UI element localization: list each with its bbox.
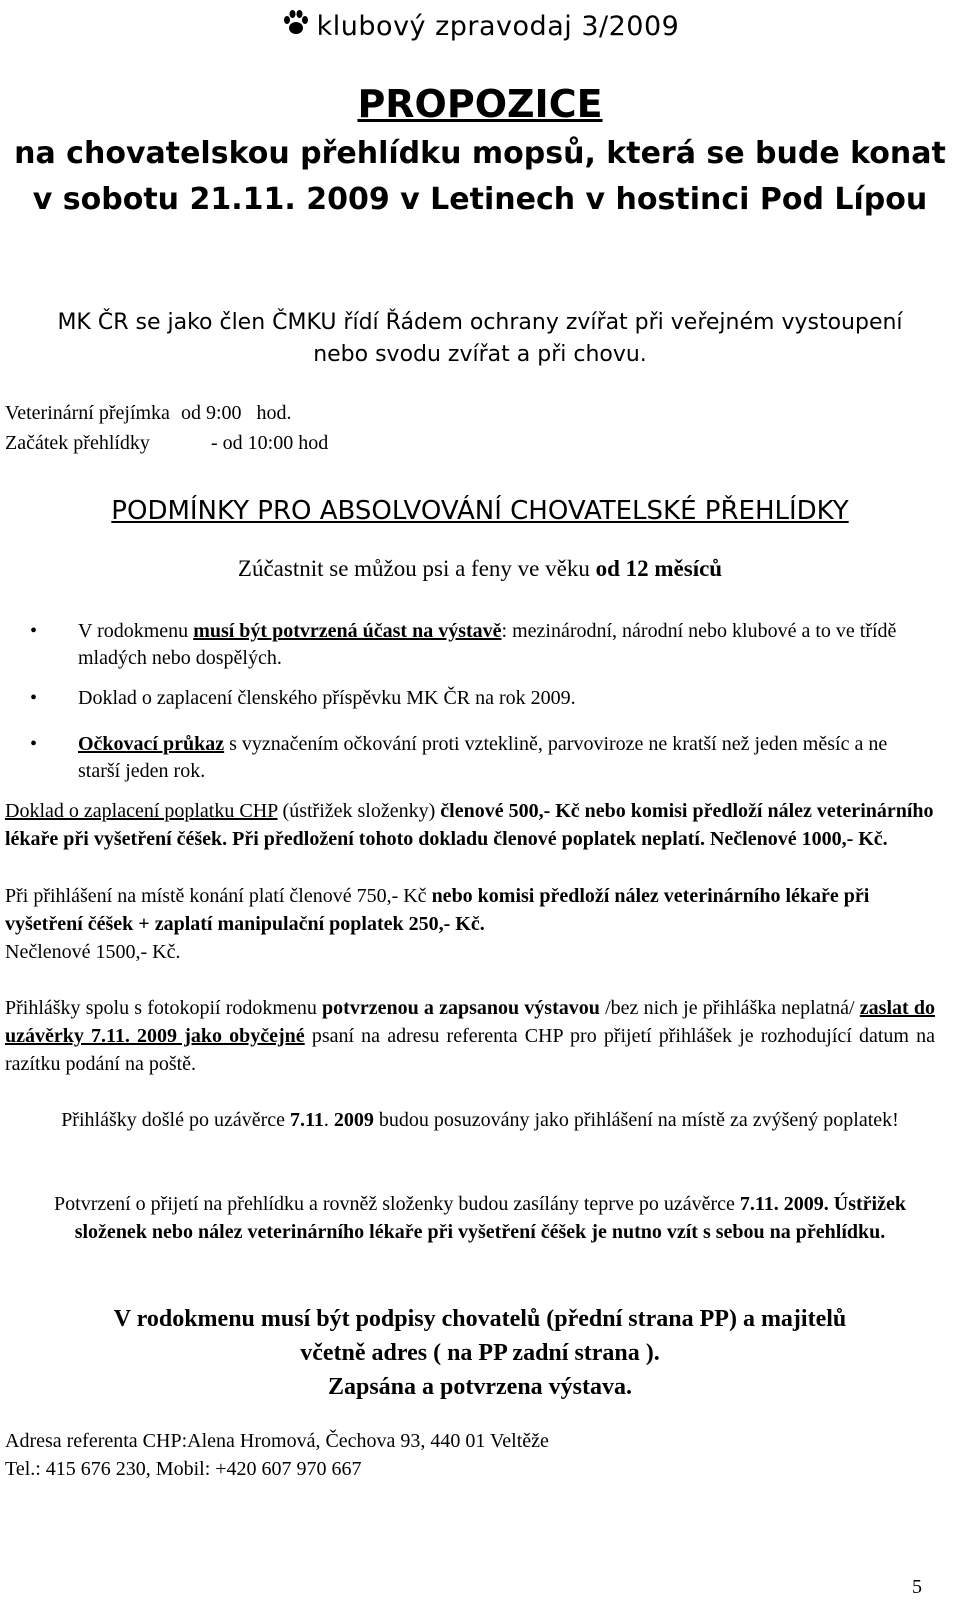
vet-check-row [5,402,292,425]
registration-paragraph: Přihlášky spolu s fotokopií rodokmenu potvrzenou a zapsanou výstavou /bez nich je přihláška neplatná/ zaslat do uzávěrky 7.11. 2009 jako obyčejné psaní na adresu referenta CHP pro přijetí přihlášek je rozhodující datum na razítku podání na poště. [5,997,936,1075]
newsletter-header [0,8,960,42]
late-applications-note: Přihlášky došlé po uzávěrce 7.11. 2009 budou posuzovány jako přihlášení na místě za zvýšený poplatek! [61,1109,899,1131]
pedigree-note-line-2: včetně adres ( na PP zadní strana ). [300,1340,660,1366]
contact-address: Adresa referenta CHP:Alena Hromová, Čechova 93, 440 01 Veltěže [5,1430,549,1452]
conditions-heading: PODMÍNKY PRO ABSOLVOVÁNÍ CHOVATELSKÉ PŘEHLÍDKY [111,496,849,526]
bullet-marker: • [30,620,38,642]
page-number: 5 [912,1576,922,1598]
pedigree-note-line-3: Zapsána a potvrzena výstava. [327,1374,633,1400]
fees-paragraph-1: Doklad o zaplacení poplatku CHP (ústřižek složenky) členové 500,- Kč nebo komisi předloží nález veterinárního lékaře při vyšetření čéšek. Při předložení tohoto dokladu členové poplatek neplatí. Nečlenové 1000,- Kč. [5,800,934,850]
intro-line-2: nebo svodu zvířat a při chovu. [313,342,647,367]
subtitle-line-2: v sobotu 21.11. 2009 v Letinech v hostinci Pod Lípou [32,182,928,217]
bullet-marker: • [30,687,38,709]
age-condition-text: Zúčastnit se můžou psi a feny ve věku [237,556,596,581]
intro-line-1: MK ČR se jako člen ČMKU řídí Řádem ochrany zvířat při veřejném vystoupení [57,310,903,335]
bullet-item-2: Doklad o zaplacení členského příspěvku MK ČR na rok 2009. [78,687,576,709]
vet-check-label: Veterinární přejímka [5,402,170,424]
confirmation-note: Potvrzení o přijetí na přehlídku a rovněž složenky budou zasílány teprve po uzávěrce 7.11. 2009. Ústřižek složenek nebo nález veterinárního lékaře při vyšetření čéšek je nutno vzít s sebou na přehlídku. [54,1193,906,1243]
paw-print-icon [281,8,311,38]
fees-paragraph-2: Při přihlášení na místě konání platí členové 750,- Kč nebo komisi předloží nález veterinárního lékaře při vyšetření čéšek + zaplatí manipulační poplatek 250,- Kč. [5,885,870,935]
start-row [5,432,328,455]
subtitle-line-1: na chovatelskou přehlídku mopsů, která se bude konat [14,136,946,171]
bullet-item-1: V rodokmenu musí být potvrzená účast na výstavě: mezinárodní, národní nebo klubové a to ve třídě mladých nebo dospělých. [78,620,897,669]
bullet-marker: • [30,733,38,755]
bullet-item-3: Očkovací průkaz s vyznačením očkování proti vzteklině, parvoviroze ne kratší než jeden měsíc a ne starší jeden rok. [78,733,888,782]
header-text: klubový zpravodaj 3/2009 [316,11,680,42]
page-title: PROPOZICE [357,82,603,126]
start-label: Začátek přehlídky [5,432,150,454]
vet-check-time: od 9:00 hod. [180,402,292,424]
pedigree-note-line-1: V rodokmenu musí být podpisy chovatelů (přední strana PP) a majitelů [113,1306,847,1332]
contact-phone: Tel.: 415 676 230, Mobil: +420 607 970 667 [5,1458,362,1480]
age-condition [0,556,960,582]
age-condition-bold: od 12 měsíců [595,556,723,581]
start-time: - od 10:00 hod [211,432,329,454]
fees-paragraph-3: Nečlenové 1500,- Kč. [5,941,181,963]
